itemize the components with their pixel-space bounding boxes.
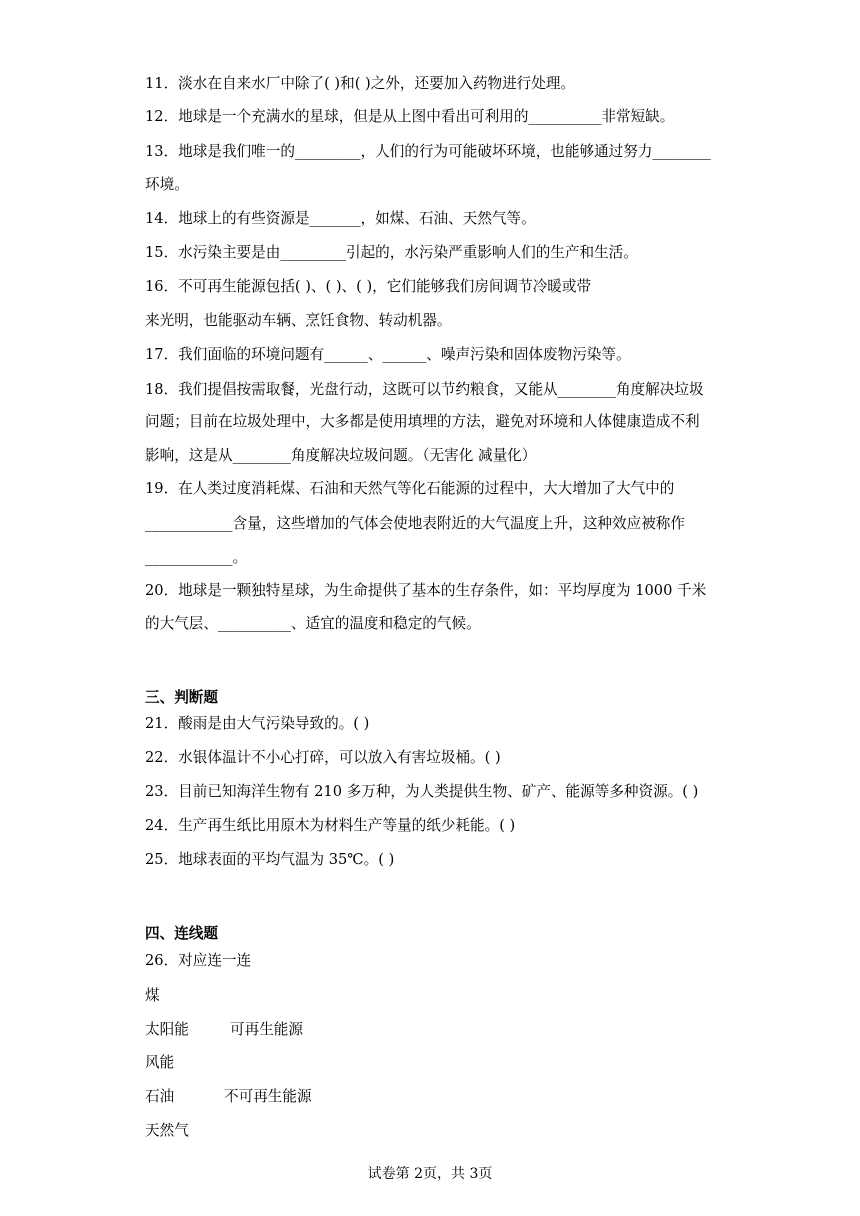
- match-right-item: 不可再生能源: [224, 1088, 312, 1105]
- question-16-line-1: 16．不可再生能源包括( )、( )、( )，它们能够我们房间调节冷暖或带: [145, 278, 592, 295]
- question-18-line-2: 问题；目前在垃圾处理中，大多都是使用填埋的方法，避免对环境和人体健康造成不利: [145, 413, 700, 430]
- section-title-matching: 四、连线题: [145, 925, 218, 942]
- question-13-line-2: 环境。: [145, 176, 189, 193]
- section-title-judge: 三、判断题: [145, 689, 218, 706]
- question-19-line-2: ____________含量，这些增加的气体会使地表附近的大气温度上升，这种效应被称作: [145, 515, 685, 532]
- question-19-line-3: ____________。: [145, 549, 248, 566]
- question-21: 21．酸雨是由大气污染导致的。( ): [145, 715, 370, 732]
- question-11: 11．淡水在自来水厂中除了( )和( )之外，还要加入药物进行处理。: [145, 75, 576, 92]
- question-13-line-1: 13．地球是我们唯一的_________，人们的行为可能破坏环境，也能够通过努力________: [145, 143, 711, 160]
- question-20-line-1: 20．地球是一颗独特星球，为生命提供了基本的生存条件，如：平均厚度为 1000 千米: [145, 582, 707, 599]
- match-left-item: 煤: [145, 987, 160, 1004]
- question-15: 15．水污染主要是由_________引起的，水污染严重影响人们的生产和生活。: [145, 244, 638, 261]
- question-26: 26．对应连一连: [145, 952, 252, 969]
- question-20-line-2: 的大气层、__________、适宜的温度和稳定的气候。: [145, 615, 481, 632]
- question-17: 17．我们面临的环境问题有______、______、噪声污染和固体废物污染等。: [145, 346, 631, 363]
- match-left-item: 太阳能: [145, 1021, 189, 1038]
- question-12: 12．地球是一个充满水的星球，但是从上图中看出可利用的__________非常短缺。: [145, 108, 675, 125]
- page-footer: 试卷第 2页，共 3页: [367, 1166, 493, 1182]
- question-25: 25．地球表面的平均气温为 35℃。( ): [145, 851, 395, 868]
- match-left-item: 风能: [145, 1054, 175, 1071]
- question-18-line-1: 18．我们提倡按需取餐，光盘行动，这既可以节约粮食，又能从________角度解决垃圾: [145, 381, 704, 398]
- match-left-item: 石油: [145, 1088, 175, 1105]
- question-18-line-3: 影响，这是从________角度解决垃圾问题。（无害化 减量化）: [145, 447, 537, 464]
- question-14: 14．地球上的有些资源是_______，如煤、石油、天然气等。: [145, 210, 536, 227]
- question-24: 24．生产再生纸比用原木为材料生产等量的纸少耗能。( ): [145, 817, 516, 834]
- question-16-line-2: 来光明，也能驱动车辆、烹饪食物、转动机器。: [145, 312, 452, 329]
- match-right-item: 可再生能源: [230, 1021, 303, 1038]
- match-left-item: 天然气: [145, 1122, 189, 1139]
- question-23: 23．目前已知海洋生物有 210 多万种，为人类提供生物、矿产、能源等多种资源。( ): [145, 783, 699, 800]
- question-22: 22．水银体温计不小心打碎，可以放入有害垃圾桶。( ): [145, 749, 501, 766]
- question-19-line-1: 19．在人类过度消耗煤、石油和天然气等化石能源的过程中，大大增加了大气中的: [145, 480, 675, 497]
